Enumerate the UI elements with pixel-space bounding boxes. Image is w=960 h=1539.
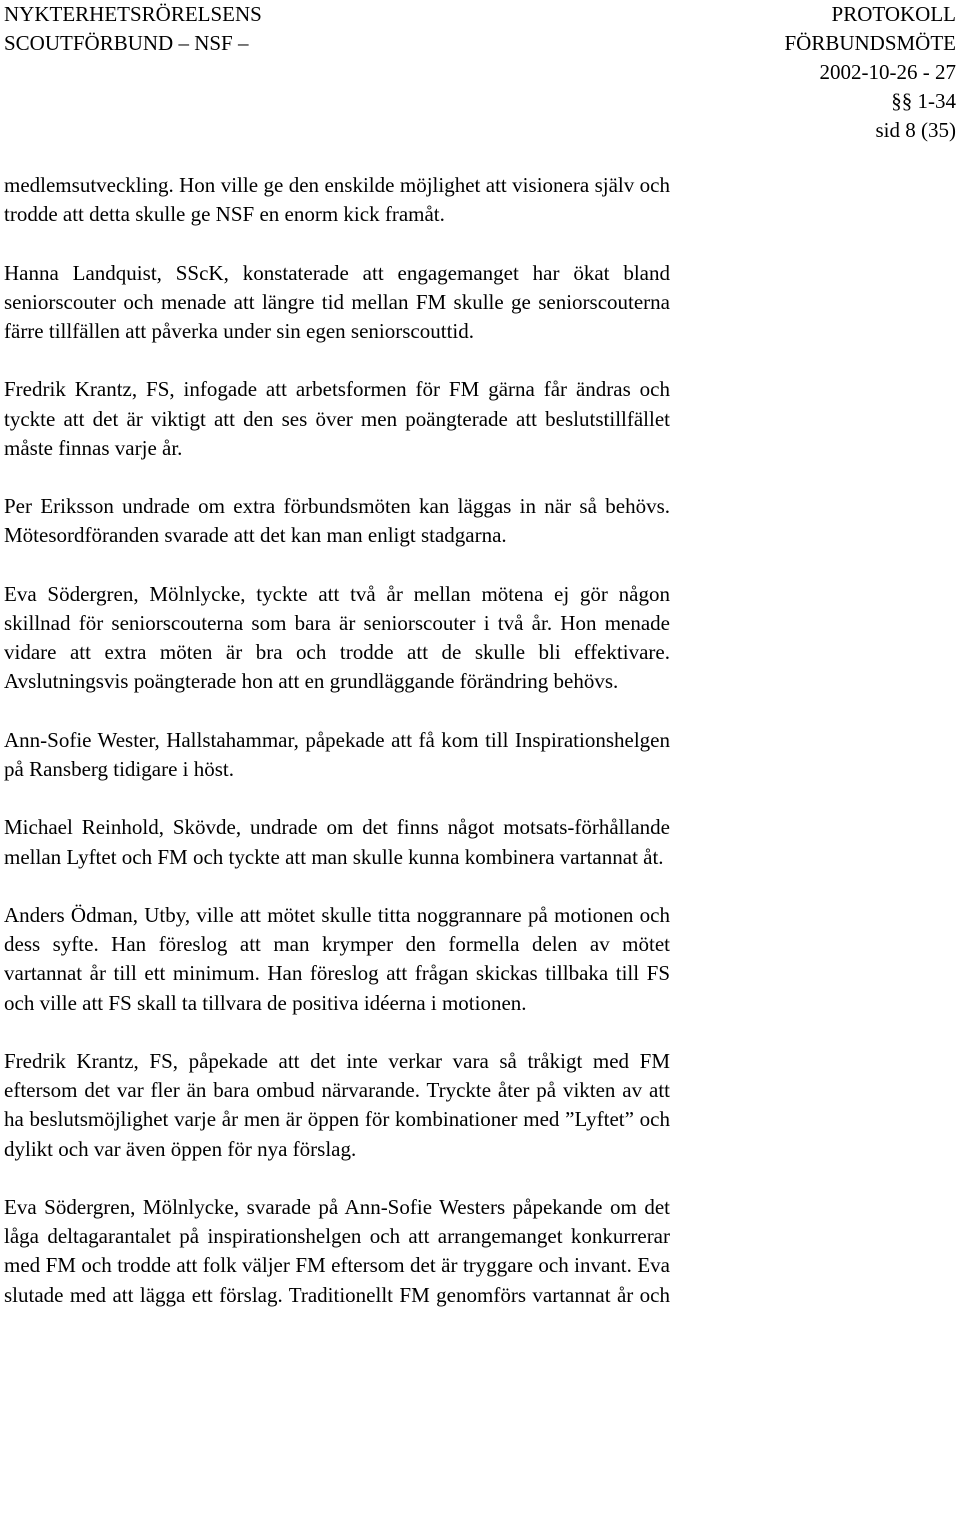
paragraph: Eva Södergren, Mölnlycke, svarade på Ann-Sofie Westers påpekande om det låga deltagarantalet på inspirationshelgen och att arrangemanget konkurrerar med FM och trodde att folk väljer FM eftersom det är tryggare och invant. Eva slutade med att lägga ett förslag. Traditionellt FM genomförs vartannat år och bbox=[4, 1194, 670, 1307]
document-type: PROTOKOLL bbox=[831, 2, 956, 26]
page-header bbox=[4, 0, 956, 142]
section-sign: §§ bbox=[891, 89, 913, 113]
paragraph: Anders Ödman, Utby, ville att mötet skulle titta noggrannare på motionen och dess syfte. Han föreslog att man krymper den formella delen av mötet vartannat år till ett minimum. Han föreslog att frågan skickas tillbaka till FS och ville att FS skall ta tillvara de positiva idéerna i motionen. bbox=[4, 902, 670, 1015]
paragraph: Per Eriksson undrade om extra förbundsmöten kan läggas in när så behövs. Mötesordföranden svarade att det kan man enligt stadgarna. bbox=[4, 494, 670, 548]
paragraph: Fredrik Krantz, FS, infogade att arbetsformen för FM gärna får ändras och tyckte att det är viktigt att den ses över men poängterade att beslutstillfället måste finnas varje år. bbox=[4, 377, 670, 460]
document-body bbox=[4, 171, 670, 1310]
paragraph: medlemsutveckling. Hon ville ge den enskilde möjlighet att visionera själv och trodde att detta skulle ge NSF en enorm kick framåt. bbox=[4, 173, 670, 227]
meeting-dates: 2002-10-26 - 27 bbox=[819, 60, 956, 84]
paragraph: Michael Reinhold, Skövde, undrade om det finns något motsats-förhållande mellan Lyftet och FM och tyckte att man skulle kunna kombinera vartannat åt. bbox=[4, 815, 670, 869]
paragraph: Ann-Sofie Wester, Hallstahammar, påpekade att få kom till Inspirationshelgen på Ransberg tidigare i höst. bbox=[4, 727, 670, 781]
document-info bbox=[784, 0, 956, 145]
organization-name-line1: NYKTERHETSRÖRELSENS bbox=[4, 2, 262, 26]
paragraph-range-numbers: 1-34 bbox=[912, 89, 956, 113]
meeting-type: FÖRBUNDSMÖTE bbox=[784, 31, 956, 55]
organization-name bbox=[4, 0, 262, 58]
paragraph-range bbox=[784, 87, 956, 116]
paragraph: Fredrik Krantz, FS, påpekade att det inte verkar vara så tråkigt med FM eftersom det var fler än bara ombud närvarande. Tryckte åter på vikten av att ha beslutsmöjlighet varje år men är öppen för kombinationer med ”Lyftet” och dylikt och var även öppen för nya förslag. bbox=[4, 1048, 670, 1161]
paragraph: Eva Södergren, Mölnlycke, tyckte att två år mellan mötena ej gör någon skillnad för seniorscouterna som bara är seniorscouter i två år. Hon menade vidare att extra möten är bra och trodde att de skulle bli effektivare. Avslutningsvis poängterade hon att en grundläggande förändring behövs. bbox=[4, 581, 670, 694]
page-number: sid 8 (35) bbox=[875, 118, 956, 142]
organization-name-line2: SCOUTFÖRBUND – NSF – bbox=[4, 31, 249, 55]
paragraph: Hanna Landquist, SScK, konstaterade att engagemanget har ökat bland seniorscouter och menade att längre tid mellan FM skulle ge seniorscouterna färre tillfällen att påverka under sin egen seniorscouttid. bbox=[4, 260, 670, 343]
